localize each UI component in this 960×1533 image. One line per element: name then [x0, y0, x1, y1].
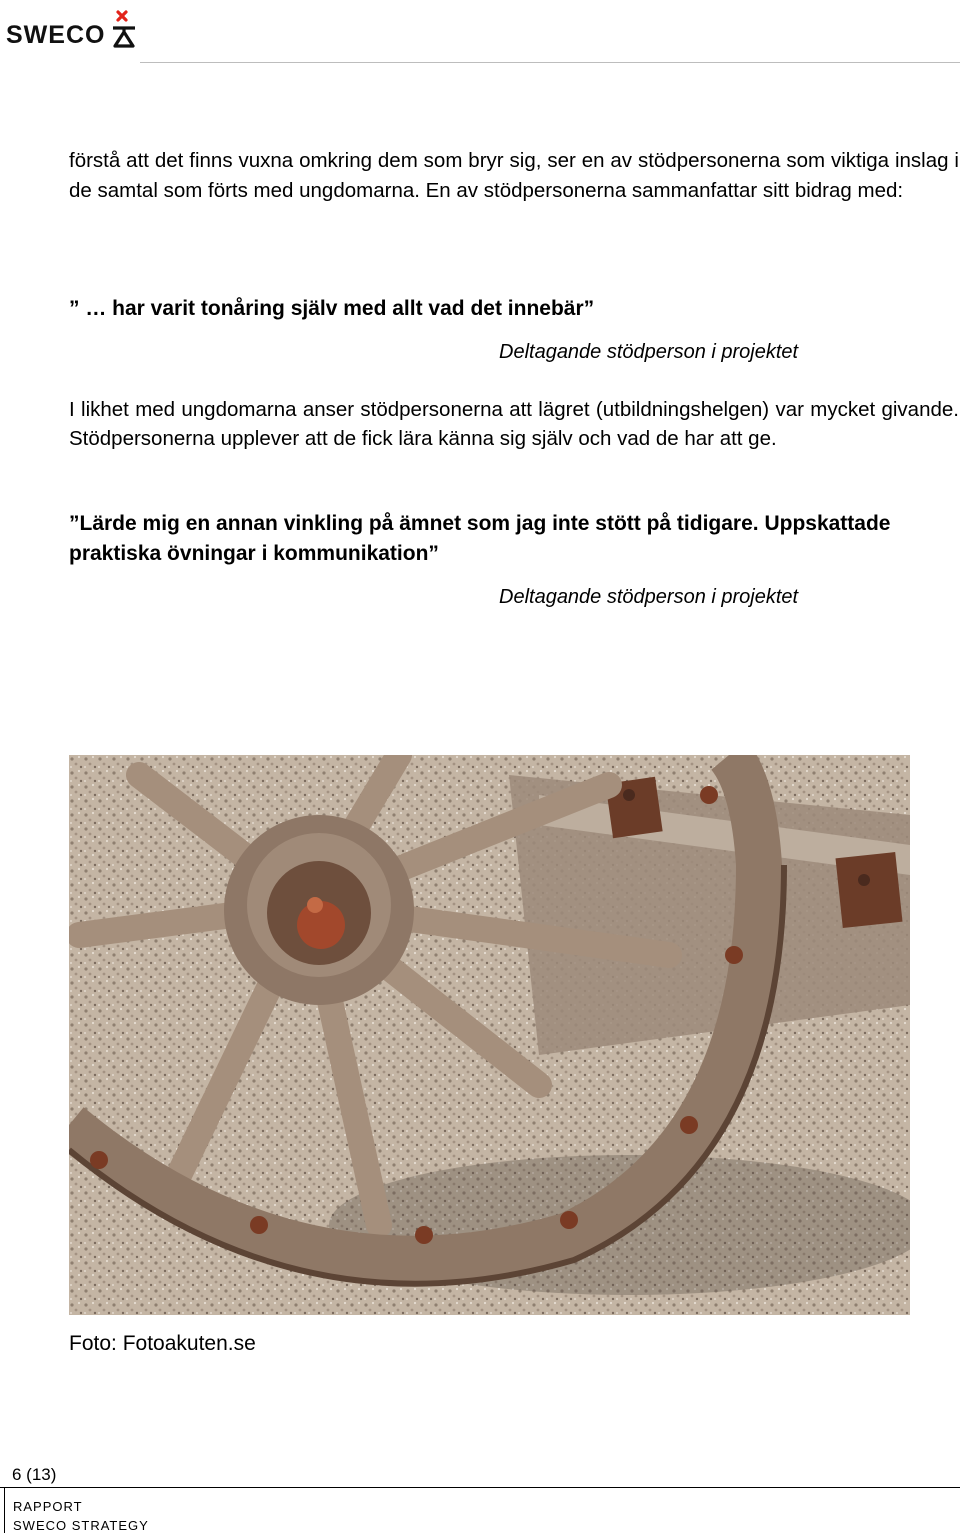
quote: ” … har varit tonåring själv med allt vad det innebär”	[69, 297, 595, 320]
sweco-figure-icon	[109, 8, 139, 48]
wagon-wheel-photo	[69, 755, 910, 1315]
quote: ”Lärde mig en annan vinkling på ämnet som jag inte stött på tidigare. Uppskattade praktiska övningar i kommunikation”	[69, 512, 891, 565]
page-number: 6 (13)	[12, 1465, 57, 1484]
photo-caption: Foto: Fotoakuten.se	[69, 1332, 256, 1355]
footer-report-label: RAPPORT	[13, 1499, 83, 1514]
sweco-logo	[6, 4, 139, 48]
footer-divider	[0, 1487, 960, 1488]
footer-company-label: SWECO STRATEGY	[13, 1518, 149, 1533]
footer-vertical-divider	[4, 1487, 5, 1533]
logo-text: SWECO	[6, 21, 106, 49]
quote-attribution: Deltagande stödperson i projektet	[499, 341, 799, 363]
header-divider	[140, 62, 960, 63]
body-paragraph: I likhet med ungdomarna anser stödpersonerna att lägret (utbildningshelgen) var mycket givande. Stödpersonerna upplever att de fick lära känna sig själv och vad de har att ge.	[69, 398, 959, 450]
quote-attribution: Deltagande stödperson i projektet	[499, 586, 799, 608]
body-paragraph: förstå att det finns vuxna omkring dem som bryr sig, ser en av stödpersonerna som viktiga inslag i de samtal som förts med ungdomarna. En av stödpersonerna sammanfattar sitt bidrag med:	[69, 149, 959, 202]
